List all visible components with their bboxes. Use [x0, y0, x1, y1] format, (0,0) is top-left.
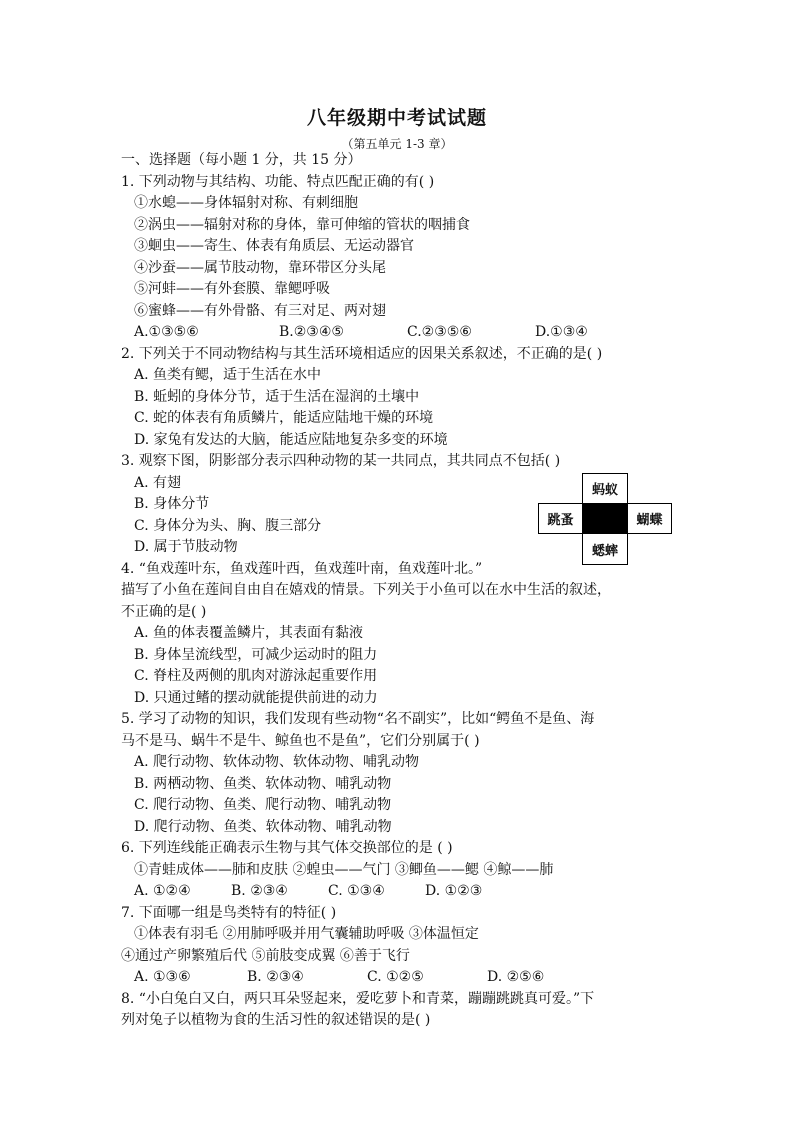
question-5-stem: 5. 学习了动物的知识，我们发现有些动物“名不副实”，比如“鳄鱼不是鱼、海 [121, 711, 595, 727]
q6-option-b[interactable]: B. ②③④ [231, 883, 288, 899]
question-1-stem: 1. 下列动物与其结构、功能、特点匹配正确的有( ) [121, 173, 435, 190]
q1-option-a[interactable]: A.①③⑤⑥ [134, 324, 199, 340]
question-6-stem: 6. 下列连线能正确表示生物与其气体交换部位的是 ( ) [121, 840, 453, 856]
q7-option-b[interactable]: B. ②③④ [247, 969, 304, 985]
question-4-stem: 4. “鱼戏莲叶东，鱼戏莲叶西，鱼戏莲叶南，鱼戏莲叶北。” [121, 560, 483, 577]
question-7-stem: 7. 下面哪一组是鸟类特有的特征( ) [121, 904, 337, 921]
question-2-stem: 2. 下列关于不同动物结构与其生活环境相适应的因果关系叙述，不正确的是( ) [121, 345, 603, 362]
q6-option-a[interactable]: A. ①②④ [134, 883, 191, 899]
q5-option-a[interactable]: A. 爬行动物、软体动物、软体动物、哺乳动物 [134, 754, 420, 770]
question-3-stem: 3. 观察下图，阴影部分表示四种动物的某一共同点，其共同点不包括( ) [121, 453, 561, 469]
q6-option-d[interactable]: D. ①②③ [425, 883, 483, 899]
q7-items-line1: ①体表有羽毛 ②用肺呼吸并用气囊辅助呼吸 ③体温恒定 [134, 926, 479, 942]
q1-item: ⑥蜜蜂——有外骨骼、有三对足、两对翅 [134, 302, 386, 319]
q1-item: ③蛔虫——寄生、体表有角质层、无运动器官 [134, 238, 414, 254]
q7-option-d[interactable]: D. ②⑤⑥ [487, 969, 545, 985]
q5-option-c[interactable]: C. 爬行动物、鱼类、爬行动物、哺乳动物 [134, 797, 392, 813]
q1-item: ⑤河蚌——有外套膜、靠鳃呼吸 [134, 281, 330, 297]
q3-option-d[interactable]: D. 属于节肢动物 [134, 539, 238, 555]
q4-option-a[interactable]: A. 鱼的体表覆盖鳞片，其表面有黏液 [134, 625, 364, 641]
q5-option-d[interactable]: D. 爬行动物、鱼类、软体动物、哺乳动物 [134, 818, 392, 835]
q1-options [121, 322, 681, 344]
q6-option-c[interactable]: C. ①③④ [328, 883, 385, 899]
q1-item: ①水螅——身体辐射对称、有刺细胞 [134, 195, 358, 211]
q3-option-b[interactable]: B. 身体分节 [134, 496, 210, 512]
question-list [121, 150, 681, 1032]
q2-option-c[interactable]: C. 蛇的体表有角质鳞片，能适应陆地干燥的环境 [134, 410, 434, 426]
question-4-stem-line2: 描写了小鱼在莲间自由自在嬉戏的情景。下列关于小鱼可以在水中生活的叙述， [121, 582, 611, 598]
q1-option-b[interactable]: B.②③④⑤ [279, 324, 344, 340]
section-heading: 一、选择题（每小题 1 分，共 15 分） [121, 152, 362, 168]
question-8-stem: 8. “小白兔白又白，两只耳朵竖起来，爱吃萝卜和青菜，蹦蹦跳跳真可爱。”下 [121, 990, 595, 1007]
q7-option-a[interactable]: A. ①③⑥ [134, 969, 191, 985]
q7-options [121, 967, 681, 989]
diagram-right-butterfly: 蝴蝶 [627, 503, 672, 534]
q7-items-line2: ④通过产卵繁殖后代 ⑤前肢变成翼 ⑥善于飞行 [121, 947, 410, 964]
diagram-left-flea: 跳蚤 [538, 503, 583, 534]
diagram-bottom-cricket: 蟋蟀 [582, 533, 628, 565]
diagram-shaded-center [582, 503, 628, 534]
q3-animal-diagram [538, 473, 672, 565]
q1-item: ②涡虫——辐射对称的身体，靠可伸缩的管状的咽捕食 [134, 216, 470, 233]
q3-option-c[interactable]: C. 身体分为头、胸、腹三部分 [134, 517, 322, 534]
q2-option-d[interactable]: D. 家兔有发达的大脑，能适应陆地复杂多变的环境 [134, 431, 448, 448]
diagram-top-ant: 蚂蚁 [582, 473, 628, 504]
q6-items: ①青蛙成体——肺和皮肤 ②蝗虫——气门 ③鲫鱼——鳃 ④鲸——肺 [134, 861, 554, 878]
question-4-stem-line3: 不正确的是( ) [121, 603, 207, 620]
question-8-stem-line2: 列对兔子以植物为食的生活习性的叙述错误的是( ) [121, 1012, 431, 1028]
q1-item: ④沙蚕——属节肢动物，靠环带区分头尾 [134, 259, 386, 276]
page-title: 八年级期中考试试题 [306, 107, 487, 129]
q1-option-c[interactable]: C.②③⑤⑥ [407, 324, 472, 340]
page-subtitle: （第五单元 1-3 章） [341, 137, 453, 151]
q1-option-d[interactable]: D.①③④ [535, 324, 588, 340]
question-5-stem-line2: 马不是马、蜗牛不是牛、鲸鱼也不是鱼”，它们分别属于( ) [121, 732, 480, 749]
q7-option-c[interactable]: C. ①②⑤ [367, 969, 424, 985]
q4-option-d[interactable]: D. 只通过鳍的摆动就能提供前进的动力 [134, 689, 378, 706]
q6-options [121, 881, 681, 903]
q2-option-a[interactable]: A. 鱼类有鳃，适于生活在水中 [134, 367, 322, 383]
q2-option-b[interactable]: B. 蚯蚓的身体分节，适于生活在湿润的土壤中 [134, 388, 420, 405]
q3-option-a[interactable]: A. 有翅 [134, 474, 182, 491]
q4-option-c[interactable]: C. 脊柱及两侧的肌肉对游泳起重要作用 [134, 668, 378, 684]
q5-option-b[interactable]: B. 两栖动物、鱼类、软体动物、哺乳动物 [134, 775, 392, 792]
q4-option-b[interactable]: B. 身体呈流线型，可减少运动时的阻力 [134, 646, 378, 663]
